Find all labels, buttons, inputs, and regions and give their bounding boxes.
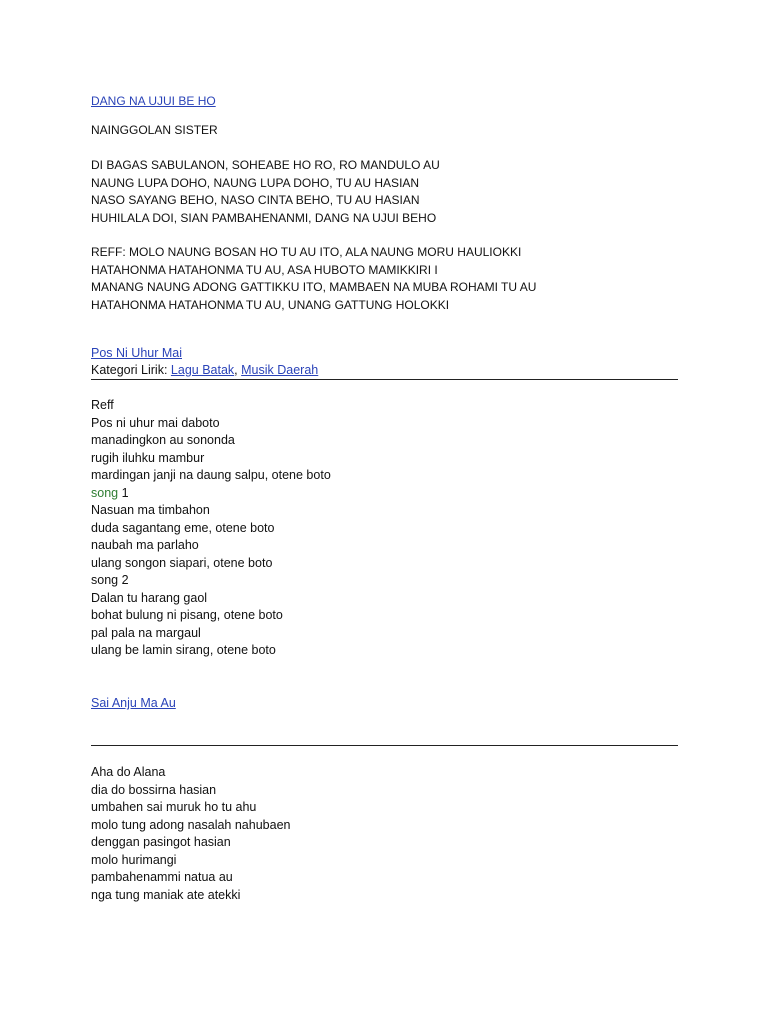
song-verse: [91, 157, 679, 227]
category-label: Kategori Lirik:: [91, 363, 168, 377]
song-title-link[interactable]: DANG NA UJUI BE HO: [91, 94, 216, 108]
song-title-link[interactable]: Sai Anju Ma Au: [91, 696, 176, 710]
lyric-line: manadingkon au sononda: [91, 433, 235, 447]
song-marker-number: 1: [121, 485, 129, 500]
song-lyrics: [91, 397, 679, 660]
lyric-line: duda sagantang eme, otene boto: [91, 520, 275, 535]
lyric-line: HATAHONMA HATAHONMA TU AU, UNANG GATTUNG HOLOKKI: [91, 297, 450, 312]
lyric-line: song 2: [91, 573, 129, 587]
lyric-line: umbahen sai muruk ho tu ahu: [91, 800, 257, 814]
lyric-line: Nasuan ma timbahon: [91, 503, 210, 517]
lyric-line: Aha do Alana: [91, 765, 166, 779]
lyric-line: pambahenammi natua au: [91, 870, 233, 884]
lyric-line: NAUNG LUPA DOHO, NAUNG LUPA DOHO, TU AU HASIAN: [91, 175, 420, 190]
lyric-line: dia do bossirna hasian: [91, 782, 217, 797]
lyric-line: mardingan janji na daung salpu, otene boto: [91, 468, 331, 482]
divider: [91, 379, 678, 380]
lyric-line: molo hurimangi: [91, 852, 177, 867]
lyric-line: pal pala na margaul: [91, 625, 201, 640]
divider: [91, 745, 678, 746]
lyric-line: HUHILALA DOI, SIAN PAMBAHENANMI, DANG NA UJUI BEHO: [91, 210, 437, 225]
lyric-line: Dalan tu harang gaol: [91, 590, 208, 605]
song-marker-word: song: [91, 485, 119, 500]
category-separator: ,: [234, 363, 238, 377]
artist-name: NAINGGOLAN SISTER: [91, 123, 218, 137]
lyric-line: NASO SAYANG BEHO, NASO CINTA BEHO, TU AU HASIAN: [91, 193, 420, 207]
category-line: [91, 362, 318, 379]
lyric-line: ulang be lamin sirang, otene boto: [91, 643, 276, 657]
song-lyrics: [91, 764, 679, 904]
lyric-line: rugih iluhku mambur: [91, 450, 205, 465]
lyric-line: Pos ni uhur mai daboto: [91, 415, 220, 430]
category-link-musik-daerah[interactable]: Musik Daerah: [241, 363, 319, 377]
song-artist: [91, 122, 679, 140]
lyric-line: DI BAGAS SABULANON, SOHEABE HO RO, RO MANDULO AU: [91, 158, 440, 172]
song-title-link[interactable]: Pos Ni Uhur Mai: [91, 346, 182, 360]
lyric-line: HATAHONMA HATAHONMA TU AU, ASA HUBOTO MAMIKKIRI I: [91, 262, 438, 277]
lyric-line: bohat bulung ni pisang, otene boto: [91, 608, 283, 622]
lyric-line: MANANG NAUNG ADONG GATTIKKU ITO, MAMBAEN NA MUBA ROHAMI TU AU: [91, 280, 537, 294]
lyric-line-song-marker: [91, 485, 679, 503]
lyric-line: denggan pasingot hasian: [91, 835, 231, 849]
category-link-lagu-batak[interactable]: Lagu Batak: [170, 363, 235, 377]
lyric-line: ulang songon siapari, otene boto: [91, 555, 273, 570]
lyric-line: nga tung maniak ate atekki: [91, 887, 241, 902]
song-reff: [91, 244, 679, 314]
lyric-line: naubah ma parlaho: [91, 538, 199, 552]
lyric-line: molo tung adong nasalah nahubaen: [91, 817, 291, 832]
lyric-line: Reff: [91, 398, 114, 412]
lyric-line: REFF: MOLO NAUNG BOSAN HO TU AU ITO, ALA NAUNG MORU HAULIOKKI: [91, 245, 522, 259]
